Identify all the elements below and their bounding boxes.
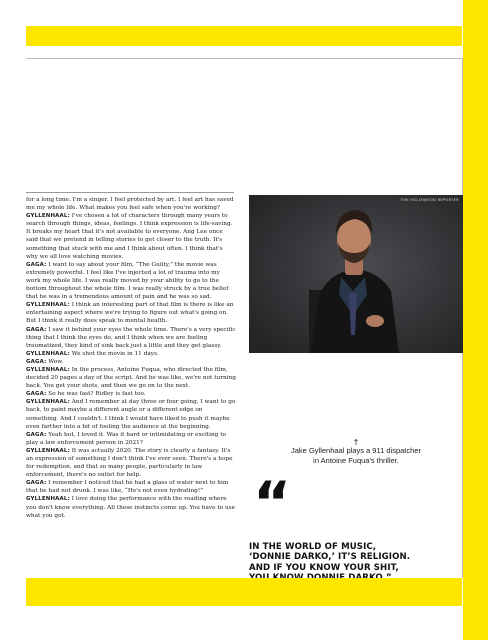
paragraph-text: I think an interesting part of that film is there is like an entertaining aspect where we're trying to figure out what's going on. But I think it really does speak to mental health. bbox=[26, 302, 234, 325]
speaker-label: GYLLENHAAL: bbox=[26, 213, 70, 220]
paragraph bbox=[26, 196, 236, 212]
speaker-label: GAGA: bbox=[26, 261, 47, 268]
paragraph bbox=[26, 326, 236, 350]
paragraph-text: I've chosen a lot of characters through many years to search through things, ideas, feelings. I think expression is life-saving. It breaks my heart that it's not available to everyone. Ang Lee once said that we pretend in telling stories to get closer to the truth. It's something that stuck with me and I think about often. I think that's why we all love watching movies. bbox=[26, 213, 233, 260]
arrow-up-icon: ↑ bbox=[352, 438, 360, 447]
speaker-label: GYLLENHAAL: bbox=[26, 366, 70, 373]
speaker-label: GAGA: bbox=[26, 358, 47, 365]
paragraph-text: I saw it behind your eyes the whole time. There's a very specific thing that I think the eyes do, and I think when we are feeling traumatized, they kind of sink back just a little and they get glassy. bbox=[26, 326, 236, 349]
speaker-label: GYLLENHAAL: bbox=[26, 496, 70, 503]
paragraph bbox=[26, 358, 236, 366]
paragraph-text: Wow. bbox=[46, 358, 64, 365]
photo-credit: THE HOLLYWOOD REPORTER bbox=[400, 198, 459, 202]
portrait-photo bbox=[249, 195, 463, 353]
speaker-label: GAGA: bbox=[26, 391, 47, 398]
paragraph bbox=[26, 212, 236, 261]
paragraph bbox=[26, 479, 236, 495]
quote-mark-icon: “ bbox=[253, 469, 292, 537]
paragraph-text: In the process, Antoine Fuqua, who directed the film, decided 20 pages a day of the script. And he was like, we're not turning back. You get your shots, and then we go on to the next. bbox=[26, 366, 236, 390]
speaker-label: GAGA: bbox=[26, 431, 47, 438]
top-yellow-band bbox=[26, 26, 462, 46]
speaker-label: GAGA: bbox=[26, 326, 47, 333]
paragraph bbox=[26, 495, 236, 519]
paragraph bbox=[26, 350, 236, 358]
paragraph bbox=[26, 301, 236, 325]
paragraph-text: I love doing the performance with the reading where you don't know everything. All these instincts come up. You have to use what you got. bbox=[26, 496, 236, 519]
speaker-label: GYLLENHAAL: bbox=[26, 302, 70, 309]
caption-line: Jake Gyllenhaal plays a 911 dispatcher bbox=[291, 446, 421, 455]
paragraph-text: I remember I noticed that he had a glass of water next to him that he had not drunk. I was like, “He's not even hydrating!” bbox=[26, 480, 229, 495]
speaker-label: GYLLENHAAL: bbox=[26, 447, 70, 454]
photo-caption bbox=[249, 446, 463, 466]
paragraph bbox=[26, 398, 236, 430]
speaker-label: GYLLENHAAL: bbox=[26, 350, 70, 357]
paragraph-text: It was actually 2020. The story is clearly a fantasy. It's an expression of something I don't think I've ever seen. There's a hope for redemption, and that so many people, particularly in law enforcement, there's no outlet for help. bbox=[26, 447, 233, 479]
bottom-yellow-band bbox=[26, 578, 462, 606]
pull-quote-line: AND IF YOU KNOW YOUR SHIT, bbox=[249, 562, 399, 573]
paragraph-text: And I remember at day three or four going, I want to go back, to paint maybe a different angle or a different edge on something. And I couldn't. I think I would have liked to push it maybe even farther into a bit of fooling the audience at the beginning. bbox=[26, 399, 236, 430]
paragraph bbox=[26, 366, 236, 390]
paragraph-text: for a long time. I'm a singer. I feel protected by art. I feel art has saved me my whole life. What makes you feel safe when you're working? bbox=[26, 197, 234, 212]
portrait-illustration bbox=[249, 195, 463, 353]
interview-text bbox=[26, 196, 236, 520]
paragraph bbox=[26, 261, 236, 301]
speaker-label: GAGA: bbox=[26, 480, 47, 487]
paragraph-text: Yeah but, I loved it. Was it hard or intimidating or exciting to play a law enforcement person in 2021? bbox=[26, 431, 227, 446]
pull-quote-line: ‘DONNIE DARKO,’ IT’S RELIGION. bbox=[249, 552, 411, 563]
paragraph-text: I want to say about your film, “The Guilty,” the movie was extremely powerful. I feel like I've injected a lot of trauma into my work my whole life. I was really moved by your ability to go to the bottom throughout the whole film. I was really struck by a true belief that he was in a tremendous amount of pain and he was so sad. bbox=[26, 261, 229, 301]
article-top-rule bbox=[26, 192, 234, 193]
paragraph bbox=[26, 447, 236, 479]
paragraph-text: So he was fast? Ridley is fast too. bbox=[46, 391, 146, 398]
caption-line: in Antoine Fuqua's thriller. bbox=[313, 456, 399, 465]
top-rule bbox=[26, 58, 463, 59]
paragraph bbox=[26, 431, 236, 447]
right-yellow-stripe bbox=[463, 0, 488, 640]
pull-quote-line: IN THE WORLD OF MUSIC, bbox=[249, 542, 377, 552]
paragraph-text: We shot the movie in 11 days. bbox=[69, 350, 159, 357]
paragraph bbox=[26, 390, 236, 398]
speaker-label: GYLLENHAAL: bbox=[26, 399, 70, 406]
